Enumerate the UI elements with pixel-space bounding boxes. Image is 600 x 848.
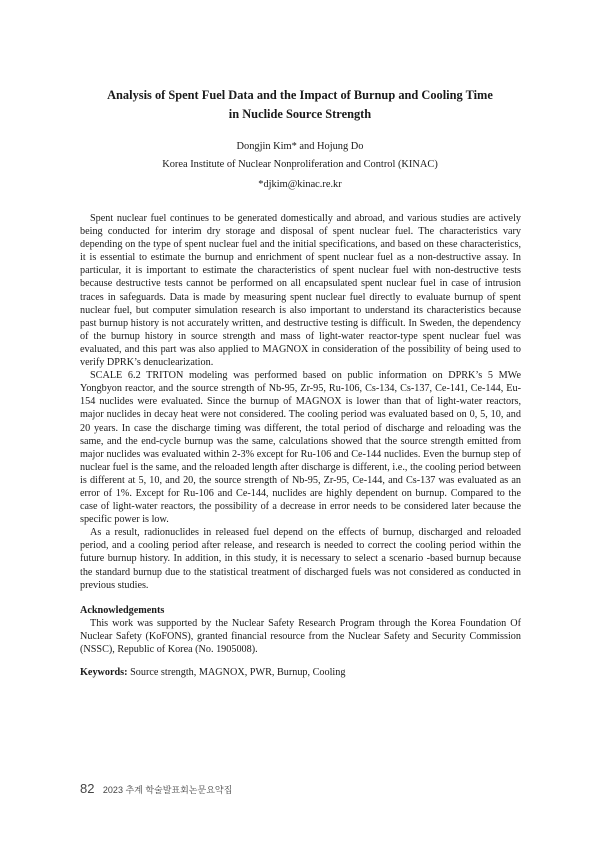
affiliation: Korea Institute of Nuclear Nonproliferation and Control (KINAC): [162, 159, 438, 170]
keywords-text: Source strength, MAGNOX, PWR, Burnup, Cooling: [127, 667, 346, 679]
abstract-paragraph-3: As a result, radionuclides in released fuel depend on the effects of burnup, discharged and reloaded period, and a cooling period after release, and research is needed to correct the cooling period within the future burnup history. In addition, in this study, it is necessary to select a scenario -based burnup because the standard burnup due to the statistical treatment of discharged fuels was not considered as conducted in previous studies.: [80, 527, 521, 591]
paper-title-line-1: Analysis of Spent Fuel Data and the Impact of Burnup and Cooling Time: [107, 88, 493, 102]
page-number: 82: [80, 781, 95, 796]
abstract-paragraph-1: Spent nuclear fuel continues to be generated domestically and abroad, and various studies are actively being conducted for interim dry storage and disposal of spent nuclear fuel. The characteristics vary depending on the type of spent nuclear fuel and the initial specifications, and based on these characteristics, it is essential to estimate the burnup and enrichment of spent nuclear fuel as a non-destructive assay. In particular, it is important to estimate the characteristics of spent nuclear fuel with non-destructive tests because destructive tests cannot be performed on all encapsulated spent nuclear fuel in case of intrusion traces in safeguards. Data is made by measuring spent nuclear fuel directly to evaluate burnup of spent nuclear fuel, but computer simulation research is also important to understand its characteristics because past burnup history is not accurately written, and destructive testing is difficult. In Sweden, the dependency of the burnup history in source strength and mass of light-water reactor-type spent nuclear fuel was evaluated, and this part was also applied to MAGNOX in consideration of the possibility of being used to verify DPRK’s denuclearization.: [80, 213, 521, 369]
keywords: [80, 666, 521, 679]
abstract-paragraph-2: SCALE 6.2 TRITON modeling was performed based on public information on DPRK’s 5 MWe Yongbyon reactor, and the source strength of Nb-95, Zr-95, Ru-106, Cs-134, Cs-137, Ce-141, Ce-144, Eu-154 nuclides were evaluated. Since the burnup of MAGNOX is lower than that of light-water reactors, major nuclides in decay heat were not considered. The cooling period was evaluated based on 0, 5, 10, and 20 years. In case the discharge timing was different, the total period of discharge and reloading was the same, and the end-cycle burnup was the same, calculations showed that the source strength emitted from major nuclides was evaluated within 2-3% except for Ru-106 and Ce-144 nuclides. Even the burnup step of nuclear fuel is the same, and the reloaded length after discharge is different, i.e., the cooling period between is different at 5, 10, and 20, the source strength of Nb-95, Zr-95, Ce-144, and Cs-137 was evaluated as an error of 1%. Except for Ru-106 and Ce-144, nuclides are highly dependent on burnup. Compared to the case of light-water reactors, the possibility of a decrease in error needs to be considered later because the specific power is low.: [80, 370, 521, 526]
keywords-label: Keywords:: [80, 667, 128, 679]
page-footer: [80, 780, 232, 798]
conference-proceedings-name: 2023 추계 학술발표회논문요약집: [102, 785, 233, 795]
authors: Dongjin Kim* and Hojung Do: [236, 141, 364, 152]
acknowledgements-text: This work was supported by the Nuclear Safety Research Program through the Korea Foundation Of Nuclear Safety (KoFONS), granted financial resource from the Nuclear Safety and Security Commission (NSSC), Republic of Korea (No. 1905008).: [80, 617, 521, 655]
paper-title-line-2: in Nuclide Source Strength: [228, 107, 372, 121]
acknowledgements-heading: Acknowledgements: [80, 604, 165, 616]
contact-email: *djkim@kinac.re.kr: [258, 179, 342, 190]
abstract-body: [80, 212, 521, 679]
paper-title: [60, 86, 540, 124]
